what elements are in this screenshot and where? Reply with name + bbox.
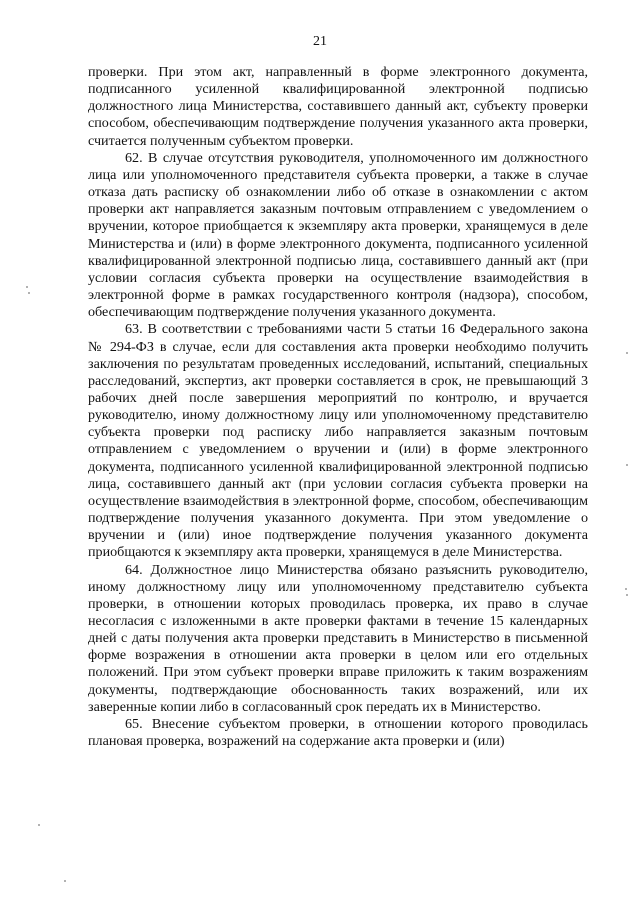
paragraph-continuation: проверки. При этом акт, направленный в форме электронного документа, подписанного усиленной квалифицированной электронной подписью должностного лица Министерства, составившего данный акт, субъекту проверки способом, обеспечивающим подтверждение получения указанного акта проверки, считается полученным субъектом проверки.: [88, 64, 588, 149]
scan-speck: [625, 588, 627, 590]
paragraph-64: 64. Должностное лицо Министерства обязано разъяснить руководителю, иному должностному лицу или уполномоченному представителю субъекта проверки, в отношении которых проводилась проверка, их право в случае несогласия с изложенными в акте проверки фактами в течение 15 календарных дней с даты получения акта проверки представить в Министерство в письменной форме возражения в отношении акта проверки в целом или его отдельных положений. При этом субъект проверки вправе приложить к таким возражениям документы, подтверждающие обоснованность таких возражений, или их заверенные копии либо в согласованный срок передать их в Министерство.: [88, 561, 588, 715]
scan-speck: [28, 292, 30, 294]
scan-speck: [626, 352, 628, 354]
scan-speck: [626, 464, 628, 466]
scan-speck: [38, 824, 40, 826]
scan-speck: [26, 286, 28, 288]
body-text: [88, 64, 588, 750]
scan-speck: [626, 594, 628, 596]
paragraph-62: 62. В случае отсутствия руководителя, уполномоченного им должностного лица или уполномоченного представителя субъекта проверки, а также в случае отказа дать расписку об ознакомлении либо об отказе в ознакомлении с актом проверки акт направляется заказным почтовым отправлением с уведомлением о вручении, которое приобщается к экземпляру акта проверки, хранящемуся в деле Министерства и (или) в форме электронного документа, подписанного усиленной квалифицированной электронной подписью лица, составившего данный акт (при условии согласия субъекта проверки на осуществление взаимодействия в электронной форме в рамках государственного контроля (надзора), способом, обеспечивающим подтверждение получения указанного документа.: [88, 149, 588, 321]
paragraph-65: 65. Внесение субъектом проверки, в отношении которого проводилась плановая проверка, возражений на содержание акта проверки и (или): [88, 715, 588, 750]
page-number: 21: [313, 34, 327, 49]
scan-speck: [64, 880, 66, 882]
paragraph-63: 63. В соответствии с требованиями части 5 статьи 16 Федерального закона № 294-ФЗ в случае, если для составления акта проверки необходимо получить заключения по результатам проведенных исследований, испытаний, специальных расследований, экспертиз, акт проверки составляется в срок, не превышающий 3 рабочих дней после завершения мероприятий по контролю, и вручается руководителю, иному должностному лицу или уполномоченному представителю субъекта проверки под расписку либо направляется заказным почтовым отправлением с уведомлением о вручении и (или) в форме электронного документа, подписанного усиленной квалифицированной электронной подписью лица, составившего данный акт (при условии согласия субъекта проверки на осуществление взаимодействия в электронной форме, способом, обеспечивающим подтверждение получения указанного документа. При этом уведомление о вручении и (или) иное подтверждение получения указанного документа приобщаются к экземпляру акта проверки, хранящемуся в деле Министерства.: [88, 321, 588, 561]
